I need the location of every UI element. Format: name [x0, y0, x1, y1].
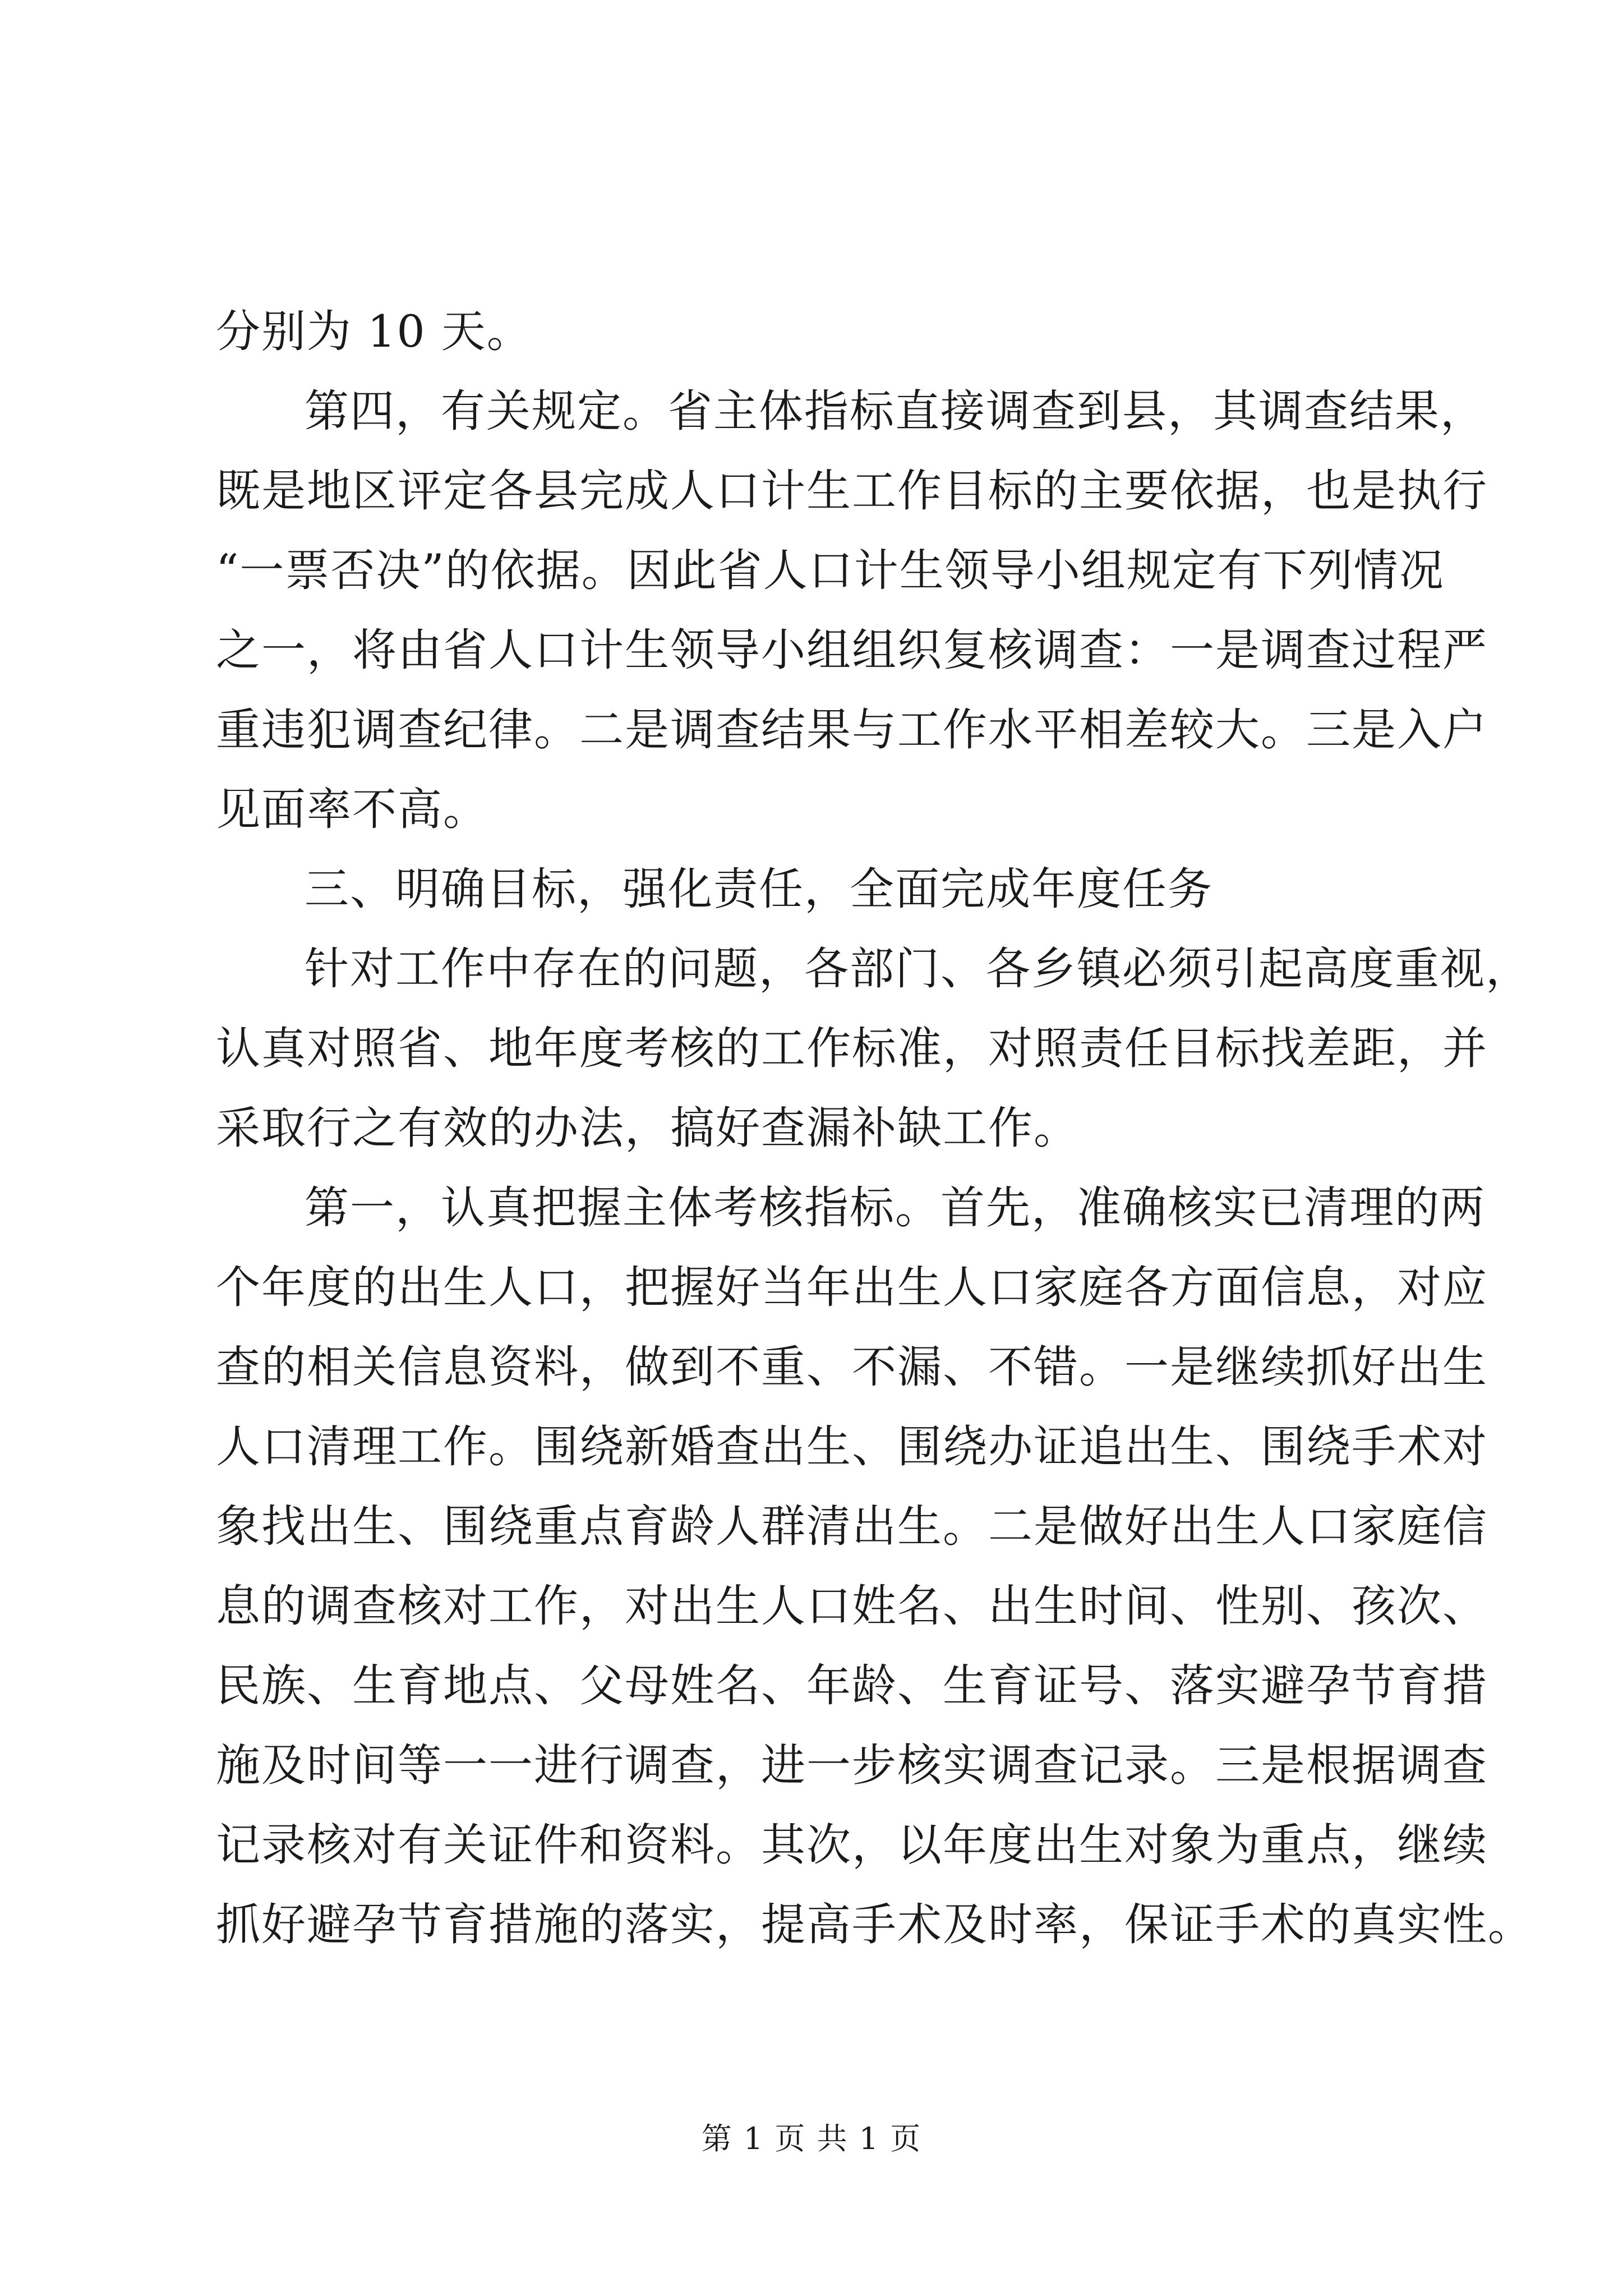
text-line-21: 抓好避孕节育措施的落实，提高手术及时率，保证手术的真实性。: [216, 1899, 1533, 1950]
text-line-19: 施及时间等一一进行调查，进一步核实调查记录。三是根据调查: [216, 1740, 1488, 1791]
text-line-6: 重违犯调查纪律。二是调查结果与工作水平相差较大。三是入户: [216, 704, 1488, 756]
text-line-18: 民族、生育地点、父母姓名、年龄、生育证号、落实避孕节育措: [216, 1660, 1488, 1711]
text-line-7: 见面率不高。: [216, 784, 488, 835]
text-line-20: 记录核对有关证件和资料。其次，以年度出生对象为重点，继续: [216, 1819, 1488, 1871]
text-line-11: 采取行之有效的办法，搞好查漏补缺工作。: [216, 1102, 1079, 1154]
text-line-14: 查的相关信息资料，做到不重、不漏、不错。一是继续抓好出生: [216, 1341, 1488, 1393]
text-line-2: 第四，有关规定。省主体指标直接调查到县，其调查结果，: [305, 385, 1486, 437]
text-line-12: 第一，认真把握主体考核指标。首先，准确核实已清理的两: [305, 1182, 1486, 1234]
text-line-9: 针对工作中存在的问题，各部门、各乡镇必须引起高度重视，: [305, 943, 1531, 995]
text-line-10: 认真对照省、地年度考核的工作标准，对照责任目标找差距，并: [216, 1023, 1488, 1074]
document-body: [216, 292, 1533, 1964]
section-heading: 三、明确目标，强化责任，全面完成年度任务: [305, 863, 1213, 915]
text-line-1: 分别为 10 天。: [216, 306, 532, 357]
text-line-17: 息的调查核对工作，对出生人口姓名、出生时间、性别、孩次、: [216, 1580, 1488, 1632]
text-line-16: 象找出生、围绕重点育龄人群清出生。二是做好出生人口家庭信: [216, 1501, 1488, 1552]
text-line-4: “一票否决”的依据。因此省人口计生领导小组规定有下列情况: [216, 545, 1445, 596]
text-line-13: 个年度的出生人口，把握好当年出生人口家庭各方面信息，对应: [216, 1262, 1488, 1313]
text-line-5: 之一，将由省人口计生领导小组组织复核调查：一是调查过程严: [216, 624, 1488, 676]
text-line-15: 人口清理工作。围绕新婚查出生、围绕办证追出生、围绕手术对: [216, 1421, 1488, 1473]
text-line-3: 既是地区评定各县完成人口计生工作目标的主要依据，也是执行: [216, 465, 1488, 517]
page-footer: 第 1 页 共 1 页: [701, 2121, 922, 2156]
